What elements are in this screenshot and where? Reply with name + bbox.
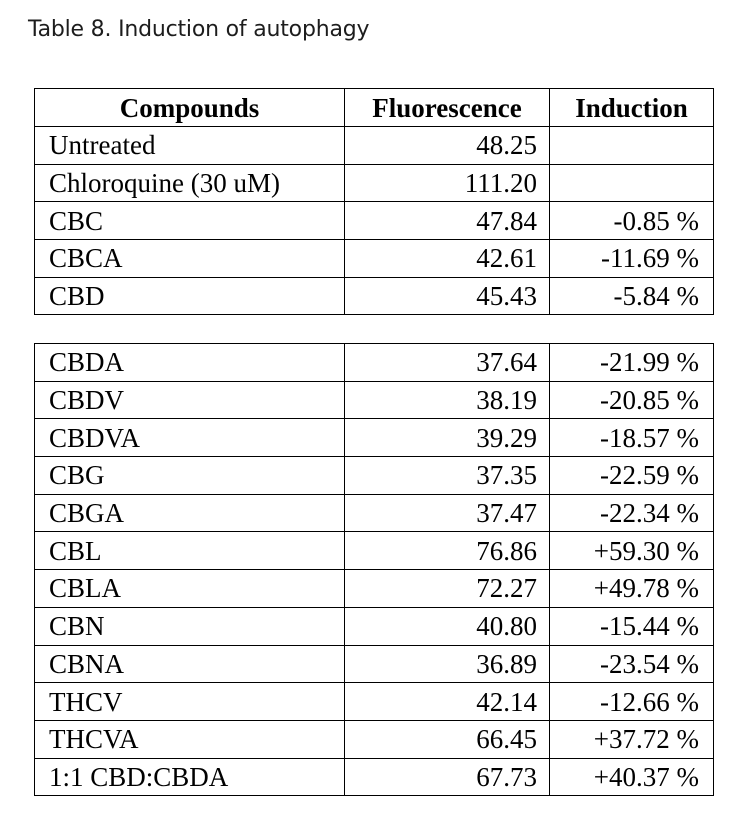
fluorescence-cell: 76.86 <box>345 532 550 570</box>
table-row <box>35 277 714 315</box>
induction-cell: -23.54 % <box>550 645 714 683</box>
table-row <box>35 720 714 758</box>
header-induction: Induction <box>550 89 714 127</box>
table-body-group-1 <box>35 127 714 315</box>
fluorescence-cell: 67.73 <box>345 758 550 796</box>
fluorescence-cell: 39.29 <box>345 419 550 457</box>
fluorescence-cell: 40.80 <box>345 607 550 645</box>
table-row <box>35 127 714 165</box>
table-row <box>35 457 714 495</box>
compound-cell: CBG <box>35 457 345 495</box>
header-fluorescence: Fluorescence <box>345 89 550 127</box>
induction-cell: -22.34 % <box>550 494 714 532</box>
compound-cell: CBC <box>35 202 345 240</box>
table-row <box>35 202 714 240</box>
compound-cell: CBD <box>35 277 345 315</box>
table-row <box>35 645 714 683</box>
compound-cell: Untreated <box>35 127 345 165</box>
table-row <box>35 240 714 278</box>
table-row <box>35 683 714 721</box>
fluorescence-cell: 66.45 <box>345 720 550 758</box>
induction-cell: +37.72 % <box>550 720 714 758</box>
fluorescence-cell: 38.19 <box>345 381 550 419</box>
induction-cell: +40.37 % <box>550 758 714 796</box>
fluorescence-cell: 48.25 <box>345 127 550 165</box>
fluorescence-cell: 42.61 <box>345 240 550 278</box>
compound-cell: THCVA <box>35 720 345 758</box>
induction-cell: +49.78 % <box>550 570 714 608</box>
table-row <box>35 570 714 608</box>
compound-cell: CBDA <box>35 344 345 382</box>
induction-cell: -21.99 % <box>550 344 714 382</box>
compound-cell: Chloroquine (30 uM) <box>35 164 345 202</box>
induction-cell: +59.30 % <box>550 532 714 570</box>
compound-cell: 1:1 CBD:CBDA <box>35 758 345 796</box>
induction-cell: -0.85 % <box>550 202 714 240</box>
fluorescence-cell: 37.35 <box>345 457 550 495</box>
fluorescence-cell: 45.43 <box>345 277 550 315</box>
table-row <box>35 607 714 645</box>
compound-cell: CBGA <box>35 494 345 532</box>
fluorescence-cell: 72.27 <box>345 570 550 608</box>
compound-cell: CBN <box>35 607 345 645</box>
compound-cell: CBCA <box>35 240 345 278</box>
fluorescence-cell: 37.64 <box>345 344 550 382</box>
induction-cell: -20.85 % <box>550 381 714 419</box>
fluorescence-cell: 37.47 <box>345 494 550 532</box>
compound-cell: THCV <box>35 683 345 721</box>
compound-cell: CBDVA <box>35 419 345 457</box>
table-row <box>35 532 714 570</box>
compound-cell: CBDV <box>35 381 345 419</box>
compound-cell: CBNA <box>35 645 345 683</box>
induction-cell <box>550 164 714 202</box>
fluorescence-cell: 42.14 <box>345 683 550 721</box>
fluorescence-cell: 36.89 <box>345 645 550 683</box>
induction-cell: -22.59 % <box>550 457 714 495</box>
table-row <box>35 494 714 532</box>
table-row <box>35 758 714 796</box>
header-compounds: Compounds <box>35 89 345 127</box>
autophagy-table-part-2 <box>34 343 714 796</box>
table-row <box>35 419 714 457</box>
fluorescence-cell: 47.84 <box>345 202 550 240</box>
table-row <box>35 344 714 382</box>
table-row <box>35 164 714 202</box>
compound-cell: CBLA <box>35 570 345 608</box>
induction-cell <box>550 127 714 165</box>
compound-cell: CBL <box>35 532 345 570</box>
induction-cell: -12.66 % <box>550 683 714 721</box>
table-header-row <box>35 89 714 127</box>
fluorescence-cell: 111.20 <box>345 164 550 202</box>
induction-cell: -5.84 % <box>550 277 714 315</box>
autophagy-table-part-1 <box>34 88 714 315</box>
induction-cell: -11.69 % <box>550 240 714 278</box>
table-body-group-2 <box>35 344 714 796</box>
table-row <box>35 381 714 419</box>
induction-cell: -18.57 % <box>550 419 714 457</box>
induction-cell: -15.44 % <box>550 607 714 645</box>
table-caption: Table 8. Induction of autophagy <box>28 17 370 42</box>
